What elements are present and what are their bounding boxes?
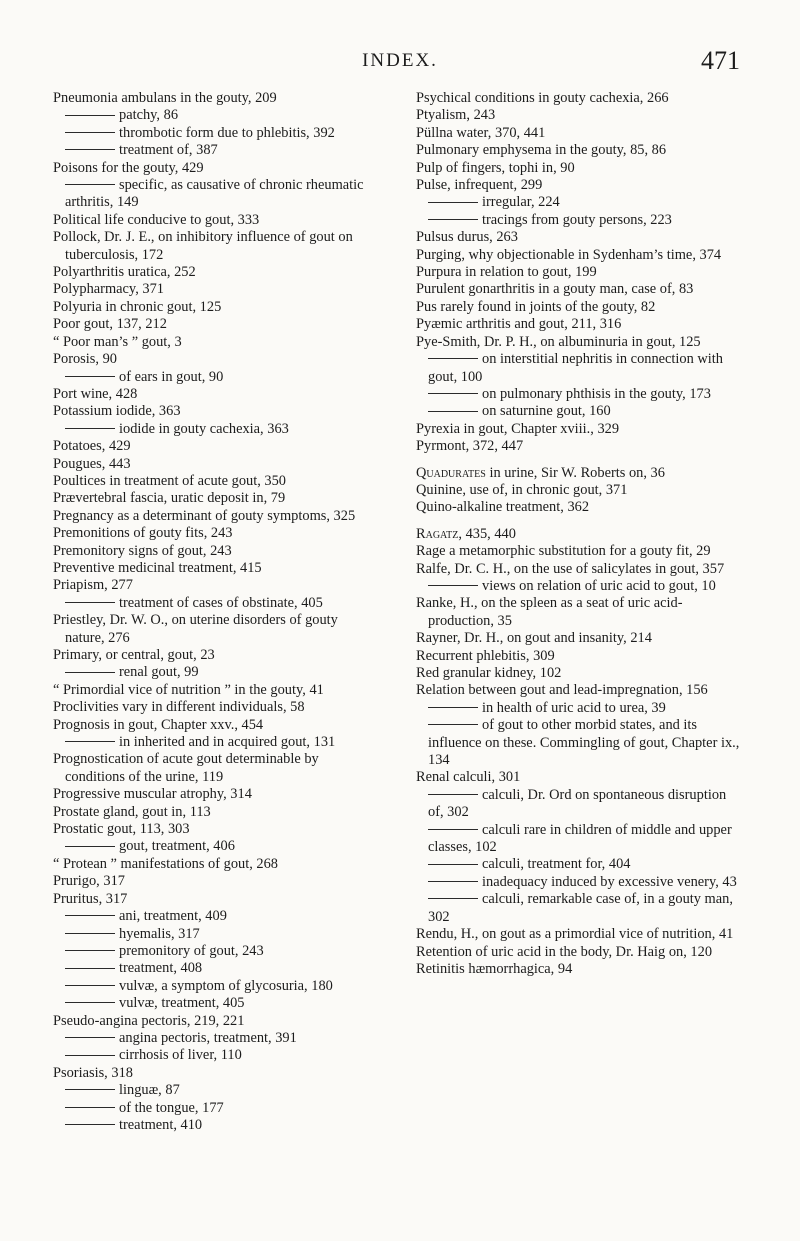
index-entry <box>53 804 378 821</box>
index-entry <box>53 717 378 734</box>
section-gap <box>416 517 741 526</box>
page-number: 471 <box>701 46 740 75</box>
ditto-dash <box>428 202 478 203</box>
entry-text: Preventive medicinal treatment, 415 <box>53 559 262 576</box>
entry-text: Prurigo, 317 <box>53 873 125 890</box>
index-entry <box>53 456 378 473</box>
index-column-left <box>53 90 378 1134</box>
entry-text: Prostatic gout, 113, 303 <box>53 821 190 838</box>
running-head: INDEX. <box>362 50 438 71</box>
entry-text: Quino-alkaline treatment, 362 <box>416 499 590 516</box>
index-entry <box>53 299 378 316</box>
index-entry <box>416 630 741 647</box>
index-entry <box>53 891 378 908</box>
entry-text: Poisons for the gouty, 429 <box>53 159 204 176</box>
index-subentry <box>416 212 741 229</box>
ditto-dash <box>65 184 115 185</box>
index-entry <box>416 334 741 351</box>
entry-text: of gout to other morbid states, and its influence on these. Commingling of gout, Chapter ix., 134 <box>428 717 740 769</box>
entry-text: Pougues, 443 <box>53 455 131 472</box>
index-entry <box>416 465 741 482</box>
index-entry <box>416 926 741 943</box>
ditto-dash <box>65 1055 115 1056</box>
entry-text: Pregnancy as a determinant of gouty symptoms, 325 <box>53 507 356 524</box>
entry-text: Proclivities vary in different individuals, 58 <box>53 699 305 716</box>
index-entry <box>53 1065 378 1082</box>
entry-text: Political life conducive to gout, 333 <box>53 211 260 228</box>
entry-text: Premonitions of gouty fits, 243 <box>53 525 233 542</box>
index-entry <box>53 438 378 455</box>
entry-text: gout, treatment, 406 <box>119 838 235 855</box>
ditto-dash <box>65 132 115 133</box>
index-subentry <box>416 194 741 211</box>
entry-text: Pulse, infrequent, 299 <box>416 177 543 194</box>
index-entry <box>416 316 741 333</box>
index-subentry <box>53 838 378 855</box>
ditto-dash <box>428 864 478 865</box>
entry-text: Pruritus, 317 <box>53 890 128 907</box>
entry-text: in health of uric acid to urea, 39 <box>482 699 666 716</box>
ditto-dash <box>65 428 115 429</box>
ditto-dash <box>65 672 115 673</box>
index-entry <box>53 873 378 890</box>
entry-text: Port wine, 428 <box>53 385 138 402</box>
index-entry <box>53 473 378 490</box>
ditto-dash <box>428 585 478 586</box>
entry-text: Relation between gout and lead-impregnation, 156 <box>416 682 708 699</box>
ditto-dash <box>65 846 115 847</box>
entry-text: inadequacy induced by excessive venery, 43 <box>482 873 737 890</box>
index-entry <box>416 281 741 298</box>
index-entry <box>416 682 741 699</box>
entry-text: vulvæ, a symptom of glycosuria, 180 <box>119 977 333 994</box>
entry-text: Pus rarely found in joints of the gouty, 82 <box>416 298 656 315</box>
index-entry <box>53 1013 378 1030</box>
index-entry <box>53 351 378 368</box>
entry-text: Purpura in relation to gout, 199 <box>416 264 597 281</box>
index-subentry <box>53 1117 378 1134</box>
entry-text: treatment of, 387 <box>119 142 218 159</box>
entry-text: “ Protean ” manifestations of gout, 268 <box>53 855 279 872</box>
entry-text: Poultices in treatment of acute gout, 350 <box>53 472 286 489</box>
entry-text: Prostate gland, gout in, 113 <box>53 803 211 820</box>
entry-text: Prognostication of acute gout determinable by conditions of the urine, 119 <box>53 751 319 785</box>
index-entry <box>416 648 741 665</box>
ditto-dash <box>65 741 115 742</box>
entry-text: treatment, 410 <box>119 1116 203 1133</box>
entry-text: Priestley, Dr. W. O., on uterine disorders of gouty nature, 276 <box>53 612 338 646</box>
entry-text: Püllna water, 370, 441 <box>416 124 546 141</box>
index-subentry <box>416 578 741 595</box>
index-entry <box>416 769 741 786</box>
entry-text: Rayner, Dr. H., on gout and insanity, 214 <box>416 630 652 647</box>
ditto-dash <box>428 829 478 830</box>
index-entry <box>416 482 741 499</box>
index-entry <box>416 160 741 177</box>
index-entry <box>416 499 741 516</box>
entry-text: Porosis, 90 <box>53 351 117 368</box>
index-subentry <box>53 978 378 995</box>
entry-text: Retention of uric acid in the body, Dr. Haig on, 120 <box>416 943 713 960</box>
entry-text: calculi, remarkable case of, in a gouty man, 302 <box>428 891 733 925</box>
index-entry <box>416 665 741 682</box>
index-subentry <box>416 351 741 386</box>
entry-text: Rage a metamorphic substitution for a gouty fit, 29 <box>416 543 711 560</box>
entry-text: Pye-Smith, Dr. P. H., on albuminuria in gout, 125 <box>416 333 701 350</box>
ditto-dash <box>65 1089 115 1090</box>
entry-text: treatment of cases of obstinate, 405 <box>119 594 323 611</box>
entry-text: Quadurates in urine, Sir W. Roberts on, 36 <box>416 464 665 481</box>
entry-text: calculi, Dr. Ord on spontaneous disruption of, 302 <box>428 786 727 821</box>
ditto-dash <box>65 933 115 934</box>
index-subentry <box>53 125 378 142</box>
entry-text: Pneumonia ambulans in the gouty, 209 <box>53 90 277 106</box>
entry-text: of ears in gout, 90 <box>119 368 224 385</box>
index-entry <box>416 299 741 316</box>
index-entry <box>416 125 741 142</box>
entry-text: Poor gout, 137, 212 <box>53 316 167 333</box>
index-subentry <box>53 1100 378 1117</box>
section-gap <box>416 456 741 465</box>
index-entry <box>53 682 378 699</box>
entry-text: calculi rare in children of middle and upper classes, 102 <box>428 821 732 856</box>
ditto-dash <box>65 376 115 377</box>
ditto-dash <box>65 1002 115 1003</box>
entry-text: Ralfe, Dr. C. H., on the use of salicylates in gout, 357 <box>416 560 725 577</box>
index-subentry <box>416 386 741 403</box>
ditto-dash <box>65 985 115 986</box>
entry-text: linguæ, 87 <box>119 1082 180 1099</box>
index-subentry <box>53 421 378 438</box>
index-subentry <box>53 926 378 943</box>
entry-text: patchy, 86 <box>119 107 179 124</box>
index-entry <box>53 508 378 525</box>
index-entry <box>416 526 741 543</box>
entry-text: cirrhosis of liver, 110 <box>119 1047 242 1064</box>
index-entry <box>53 577 378 594</box>
entry-text: “ Poor man’s ” gout, 3 <box>53 333 182 350</box>
entry-text: tracings from gouty persons, 223 <box>482 211 672 228</box>
index-entry <box>53 334 378 351</box>
entry-text: on pulmonary phthisis in the gouty, 173 <box>482 385 711 402</box>
index-entry <box>416 543 741 560</box>
ditto-dash <box>428 724 478 725</box>
ditto-dash <box>65 602 115 603</box>
index-entry <box>416 107 741 124</box>
ditto-dash <box>65 1124 115 1125</box>
ditto-dash <box>65 1037 115 1038</box>
index-subentry <box>416 891 741 926</box>
entry-text: Ranke, H., on the spleen as a seat of uric acid-production, 35 <box>416 595 683 629</box>
index-subentry <box>53 995 378 1012</box>
index-entry <box>53 821 378 838</box>
entry-text: Prognosis in gout, Chapter xxv., 454 <box>53 716 264 733</box>
index-entry <box>416 177 741 194</box>
entry-text: on interstitial nephritis in connection with gout, 100 <box>428 351 724 385</box>
index-entry <box>53 160 378 177</box>
entry-text: Prævertebral fascia, uratic deposit in, 79 <box>53 490 286 507</box>
index-entry <box>53 281 378 298</box>
entry-text: irregular, 224 <box>482 194 560 211</box>
ditto-dash <box>65 1107 115 1108</box>
entry-text: angina pectoris, treatment, 391 <box>119 1029 297 1046</box>
entry-text: Premonitory signs of gout, 243 <box>53 542 232 559</box>
entry-text: Rendu, H., on gout as a primordial vice of nutrition, 41 <box>416 926 734 943</box>
entry-text: Polyuria in chronic gout, 125 <box>53 298 222 315</box>
entry-text: “ Primordial vice of nutrition ” in the gouty, 41 <box>53 681 324 698</box>
index-entry <box>416 247 741 264</box>
index-subentry <box>53 595 378 612</box>
ditto-dash <box>428 358 478 359</box>
index-subentry <box>53 177 378 212</box>
entry-text: Pyrmont, 372, 447 <box>416 438 524 455</box>
entry-text: on saturnine gout, 160 <box>482 403 611 420</box>
index-entry <box>416 264 741 281</box>
ditto-dash <box>428 219 478 220</box>
index-subentry <box>53 1082 378 1099</box>
index-entry <box>53 612 378 647</box>
entry-text: Pulmonary emphysema in the gouty, 85, 86 <box>416 142 667 159</box>
entry-text: in inherited and in acquired gout, 131 <box>119 734 336 751</box>
index-entry <box>53 90 378 107</box>
index-entry <box>53 403 378 420</box>
index-entry <box>53 856 378 873</box>
ditto-dash <box>65 968 115 969</box>
index-subentry <box>53 943 378 960</box>
ditto-dash <box>428 707 478 708</box>
index-entry <box>416 421 741 438</box>
page-header <box>60 46 740 86</box>
entry-text: views on relation of uric acid to gout, 10 <box>482 577 716 594</box>
index-subentry <box>53 734 378 751</box>
index-entry <box>53 264 378 281</box>
entry-text: ani, treatment, 409 <box>119 908 227 925</box>
entry-text: Pulp of fingers, tophi in, 90 <box>416 159 575 176</box>
entry-text: Pseudo-angina pectoris, 219, 221 <box>53 1012 245 1029</box>
index-subentry <box>53 908 378 925</box>
entry-text: Pyrexia in gout, Chapter xviii., 329 <box>416 420 620 437</box>
index-subentry <box>53 664 378 681</box>
index-subentry <box>53 960 378 977</box>
entry-text: specific, as causative of chronic rheumatic arthritis, 149 <box>65 177 364 211</box>
entry-text: Ragatz, 435, 440 <box>416 525 516 542</box>
ditto-dash <box>65 950 115 951</box>
index-subentry <box>416 717 741 769</box>
entry-text: Purulent gonarthritis in a gouty man, case of, 83 <box>416 281 694 298</box>
entry-text: Recurrent phlebitis, 309 <box>416 647 555 664</box>
entry-text: iodide in gouty cachexia, 363 <box>119 420 289 437</box>
ditto-dash <box>65 149 115 150</box>
entry-text: Psoriasis, 318 <box>53 1064 133 1081</box>
entry-text: Potassium iodide, 363 <box>53 403 181 420</box>
entry-text: Polypharmacy, 371 <box>53 281 164 298</box>
entry-text: Progressive muscular atrophy, 314 <box>53 786 252 803</box>
index-subentry <box>53 142 378 159</box>
entry-text: Potatoes, 429 <box>53 438 131 455</box>
entry-text: of the tongue, 177 <box>119 1099 224 1116</box>
entry-text: Pyæmic arthritis and gout, 211, 316 <box>416 316 622 333</box>
ditto-dash <box>428 898 478 899</box>
entry-text: hyemalis, 317 <box>119 925 200 942</box>
index-entry <box>416 90 741 107</box>
index-subentry <box>53 107 378 124</box>
entry-text: Ptyalism, 243 <box>416 107 496 124</box>
index-subentry <box>416 787 741 822</box>
entry-text: Quinine, use of, in chronic gout, 371 <box>416 481 628 498</box>
index-entry <box>53 786 378 803</box>
entry-text: Priapism, 277 <box>53 577 133 594</box>
entry-text: Primary, or central, gout, 23 <box>53 647 215 663</box>
entry-text: Retinitis hæmorrhagica, 94 <box>416 960 573 977</box>
ditto-dash <box>65 915 115 916</box>
index-column-right <box>416 90 741 978</box>
entry-text: renal gout, 99 <box>119 664 199 681</box>
entry-text: Purging, why objectionable in Sydenham’s time, 374 <box>416 246 722 263</box>
index-entry <box>416 961 741 978</box>
index-entry <box>53 386 378 403</box>
index-entry <box>416 595 741 630</box>
entry-text: Polyarthritis uratica, 252 <box>53 264 196 281</box>
entry-text: Pollock, Dr. J. E., on inhibitory influence of gout on tuberculosis, 172 <box>53 229 353 263</box>
index-subentry <box>416 822 741 857</box>
index-entry <box>53 751 378 786</box>
entry-text: Pulsus durus, 263 <box>416 229 518 246</box>
entry-text: thrombotic form due to phlebitis, 392 <box>119 124 335 141</box>
entry-text: treatment, 408 <box>119 960 203 977</box>
index-subentry <box>416 856 741 873</box>
index-entry <box>53 229 378 264</box>
index-entry <box>53 316 378 333</box>
entry-text: Psychical conditions in gouty cachexia, 266 <box>416 90 669 106</box>
index-entry <box>53 647 378 664</box>
index-subentry <box>416 403 741 420</box>
index-entry <box>53 560 378 577</box>
entry-text: calculi, treatment for, 404 <box>482 856 631 873</box>
index-entry <box>53 699 378 716</box>
entry-text: Red granular kidney, 102 <box>416 665 562 681</box>
index-subentry <box>53 1030 378 1047</box>
ditto-dash <box>65 115 115 116</box>
index-entry <box>416 561 741 578</box>
index-subentry <box>53 1047 378 1064</box>
index-entry <box>416 229 741 246</box>
index-entry <box>53 525 378 542</box>
index-subentry <box>416 700 741 717</box>
index-entry <box>53 490 378 507</box>
index-entry <box>416 944 741 961</box>
index-entry <box>416 438 741 455</box>
index-subentry <box>53 369 378 386</box>
index-entry <box>53 543 378 560</box>
ditto-dash <box>428 881 478 882</box>
ditto-dash <box>428 393 478 394</box>
entry-text: vulvæ, treatment, 405 <box>119 995 245 1012</box>
ditto-dash <box>428 794 478 795</box>
entry-text: Renal calculi, 301 <box>416 769 521 786</box>
index-entry <box>53 212 378 229</box>
index-entry <box>416 142 741 159</box>
entry-text: premonitory of gout, 243 <box>119 942 264 959</box>
ditto-dash <box>428 411 478 412</box>
index-subentry <box>416 874 741 891</box>
